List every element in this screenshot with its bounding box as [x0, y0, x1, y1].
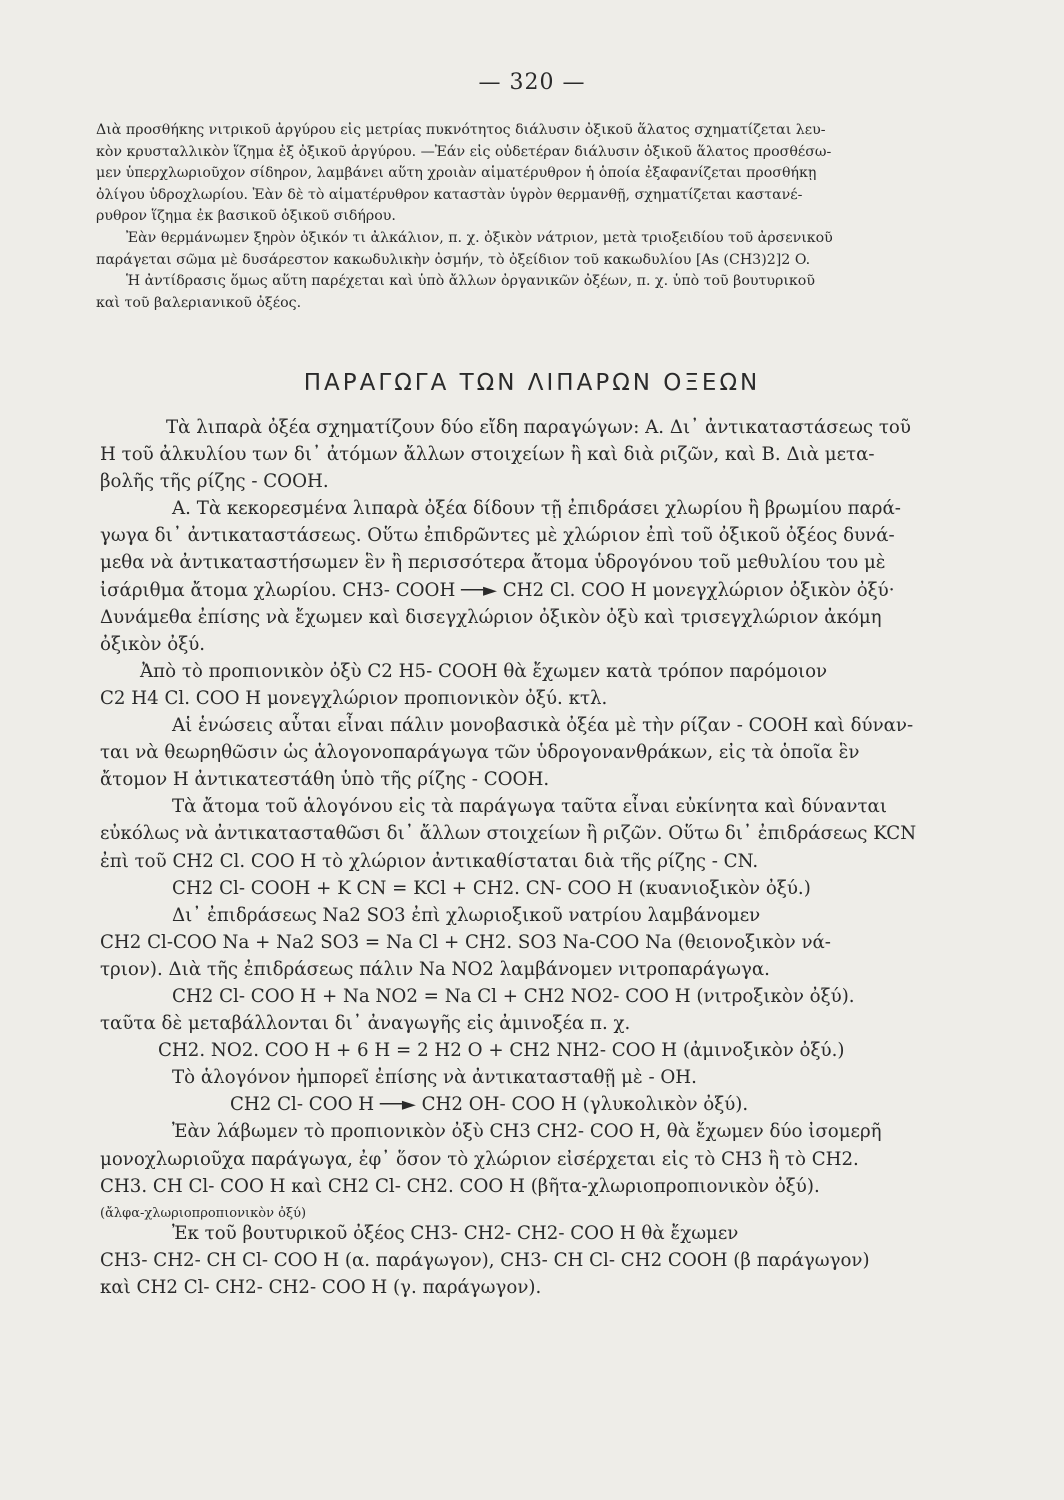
- body-line: ἄτομον Η ἀντικατεστάθη ὑπὸ τῆς ρίζης - COOH.: [100, 769, 550, 791]
- intro-line: Διὰ προσθήκης νιτρικοῦ ἀργύρου εἰς μετρίας πυκνότητος διάλυσιν ὀξικοῦ ἅλατος σχηματίζεται λευ-: [96, 122, 826, 138]
- body-line: τριον). Διὰ τῆς ἐπιδράσεως πάλιν Na NO2 λαμβάνομεν νιτροπαράγωγα.: [100, 958, 770, 980]
- body-line: βολῆς τῆς ρίζης - COOH.: [100, 471, 329, 493]
- intro-line: καὶ τοῦ βαλεριανικοῦ ὀξέος.: [96, 294, 302, 311]
- body-line: CH2. NO2. COO H + 6 H = 2 H2 O + CH2 NH2- COO H (ἀμινοξικὸν ὀξύ.): [158, 1040, 845, 1062]
- body-line: ἐπὶ τοῦ CH2 Cl. COO H τὸ χλώριον ἀντικαθίσταται διὰ τῆς ρίζης - CN.: [100, 850, 759, 872]
- body-line: Ἐκ τοῦ βουτυρικοῦ ὀξέος CH3- CH2- CH2- COO H θὰ ἔχωμεν: [172, 1222, 739, 1244]
- body-line: ὀξικὸν ὀξύ.: [100, 633, 206, 655]
- body-line: Τὸ ἁλογόνον ἠμπορεῖ ἐπίσης νὰ ἀντικατασταθῇ μὲ - OH.: [172, 1067, 697, 1089]
- body-line: CH2 Cl-COO Na + Na2 SO3 = Na Cl + CH2. SO3 Na-COO Na (θειονοξικὸν νά-: [100, 931, 831, 953]
- body-line: Τὰ ἄτομα τοῦ ἁλογόνου εἰς τὰ παράγωγα ταῦτα εἶναι εὐκίνητα καὶ δύνανται: [172, 796, 887, 818]
- intro-line: παράγεται σῶμα μὲ δυσάρεστον κακωδυλικὴν ὀσμήν, τὸ ὀξείδιον τοῦ κακωδυλίου [As (CH3)2]2 O.: [96, 251, 811, 268]
- body-line: μονοχλωριοῦχα παράγωγα, ἐφ᾽ ὅσον τὸ χλώριον εἰσέρχεται εἰς τὸ CH3 ἢ τὸ CH2.: [100, 1148, 859, 1170]
- body-line: CH2 Cl- COO H + Na NO2 = Na Cl + CH2 NO2- COO H (νιτροξικὸν ὀξύ).: [172, 985, 855, 1007]
- intro-line: ρυθρον ἵζημα ἐκ βασικοῦ ὀξικοῦ σιδήρου.: [96, 208, 396, 225]
- page-number: — 320 —: [478, 70, 586, 95]
- body-line: γωγα δι᾽ ἀντικαταστάσεως. Οὕτω ἐπιδρῶντες μὲ χλώριον ἐπὶ τοῦ ὀξικοῦ ὀξέος δυνά-: [100, 525, 895, 547]
- intro-line: Ἡ ἀντίδρασις ὅμως αὕτη παρέχεται καὶ ὑπὸ ἄλλων ὀργανικῶν ὀξέων, π. χ. ὑπὸ τοῦ βουτυρικοῦ: [126, 273, 815, 290]
- body-line: μεθα νὰ ἀντικαταστήσωμεν ἓν ἢ περισσότερα ἄτομα ὑδρογόνου τοῦ μεθυλίου του μὲ: [100, 552, 886, 574]
- body-line: εὐκόλως νὰ ἀντικατασταθῶσι δι᾽ ἄλλων στοιχείων ἢ ριζῶν. Οὕτω δι᾽ ἐπιδράσεως KCN: [100, 823, 917, 845]
- body-line: CH2 Cl- COO H ──► CH2 OH- COO H (γλυκολικὸν ὀξύ).: [230, 1094, 749, 1116]
- body-line: Η τοῦ ἀλκυλίου των δι᾽ ἀτόμων ἄλλων στοιχείων ἢ καὶ διὰ ριζῶν, καὶ Β. Διὰ μετα-: [100, 444, 875, 466]
- intro-line: ὀλίγου ὑδροχλωρίου. Ἐὰν δὲ τὸ αἱματέρυθρον καταστὰν ὑγρὸν θερμανθῇ, σχηματίζεται καστανέ-: [96, 186, 803, 203]
- body-line: Αἱ ἑνώσεις αὗται εἶναι πάλιν μονοβασικὰ ὀξέα μὲ τὴν ρίζαν - COOH καὶ δύναν-: [172, 715, 914, 737]
- body-line: CH3. CH Cl- COO H καὶ CH2 Cl- CH2. COO H (βῆτα-χλωριοπροπιονικὸν ὀξύ).: [100, 1175, 820, 1197]
- body-line: CH2 Cl- COOH + K CN = KCl + CH2. CN- COO H (κυανιοξικὸν ὀξύ.): [172, 877, 811, 899]
- intro-paragraph: [96, 120, 1016, 314]
- body-line: καὶ CH2 Cl- CH2- CH2- COO H (γ. παράγωγον).: [100, 1276, 542, 1298]
- body-line: (ἄλφα-χλωριοπροπιονικὸν ὀξύ): [100, 1205, 307, 1220]
- intro-line: μεν ὑπερχλωριοῦχον σίδηρον, λαμβάνει αὕτη χροιὰν αἱματέρυθρον ἡ ὁποία ἐξαφανίζεται προσθήκῃ: [96, 165, 817, 182]
- body-line: Τὰ λιπαρὰ ὀξέα σχηματίζουν δύο εἴδη παραγώγων: Α. Δι᾽ ἀντικαταστάσεως τοῦ: [166, 417, 911, 438]
- body-text: [100, 414, 1030, 1301]
- section-heading: ΠΑΡΑΓΩΓΑ ΤΩΝ ΛΙΠΑΡΩΝ ΟΞΕΩΝ: [303, 370, 761, 396]
- body-line: ἰσάριθμα ἄτομα χλωρίου. CH3- COOH ──► CH2 Cl. COO H μονεγχλώριον ὀξικὸν ὀξύ·: [100, 579, 895, 601]
- body-line: CH3- CH2- CH Cl- COO H (α. παράγωγον), CH3- CH Cl- CH2 COOH (β παράγωγον): [100, 1249, 870, 1271]
- body-line: C2 H4 Cl. COO H μονεγχλώριον προπιονικὸν ὀξύ. κτλ.: [100, 687, 608, 709]
- body-line: Δυνάμεθα ἐπίσης νὰ ἔχωμεν καὶ δισεγχλώριον ὀξικὸν ὀξὺ καὶ τρισεγχλώριον ἀκόμη: [100, 606, 882, 628]
- body-line: ται νὰ θεωρηθῶσιν ὡς ἁλογονοπαράγωγα τῶν ὑδρογονανθράκων, εἰς τὰ ὁποῖα ἓν: [100, 742, 860, 764]
- intro-line: κὸν κρυσταλλικὸν ἵζημα ἐξ ὀξικοῦ ἀργύρου. —Ἐάν εἰς οὐδετέραν διάλυσιν ὀξικοῦ ἅλατος προσθέσω-: [96, 143, 832, 160]
- body-line: ταῦτα δὲ μεταβάλλονται δι᾽ ἀναγωγῆς εἰς ἀμινοξέα π. χ.: [100, 1013, 631, 1035]
- body-line: Ἐὰν λάβωμεν τὸ προπιονικὸν ὀξὺ CH3 CH2- COO H, θὰ ἔχωμεν δύο ἰσομερῆ: [172, 1121, 882, 1143]
- intro-line: Ἐὰν θερμάνωμεν ξηρὸν ὀξικόν τι ἀλκάλιον, π. χ. ὀξικὸν νάτριον, μετὰ τριοξειδίου τοῦ ἀρσενικοῦ: [126, 229, 833, 246]
- body-line: Α. Τὰ κεκορεσμένα λιπαρὰ ὀξέα δίδουν τῇ ἐπιδράσει χλωρίου ἢ βρωμίου παρά-: [172, 498, 901, 520]
- body-line: Ἀπὸ τὸ προπιονικὸν ὀξὺ C2 H5- COOH θὰ ἔχωμεν κατὰ τρόπον παρόμοιον: [140, 660, 828, 682]
- body-line: Δι᾽ ἐπιδράσεως Na2 SO3 ἐπὶ χλωριοξικοῦ νατρίου λαμβάνομεν: [172, 904, 761, 926]
